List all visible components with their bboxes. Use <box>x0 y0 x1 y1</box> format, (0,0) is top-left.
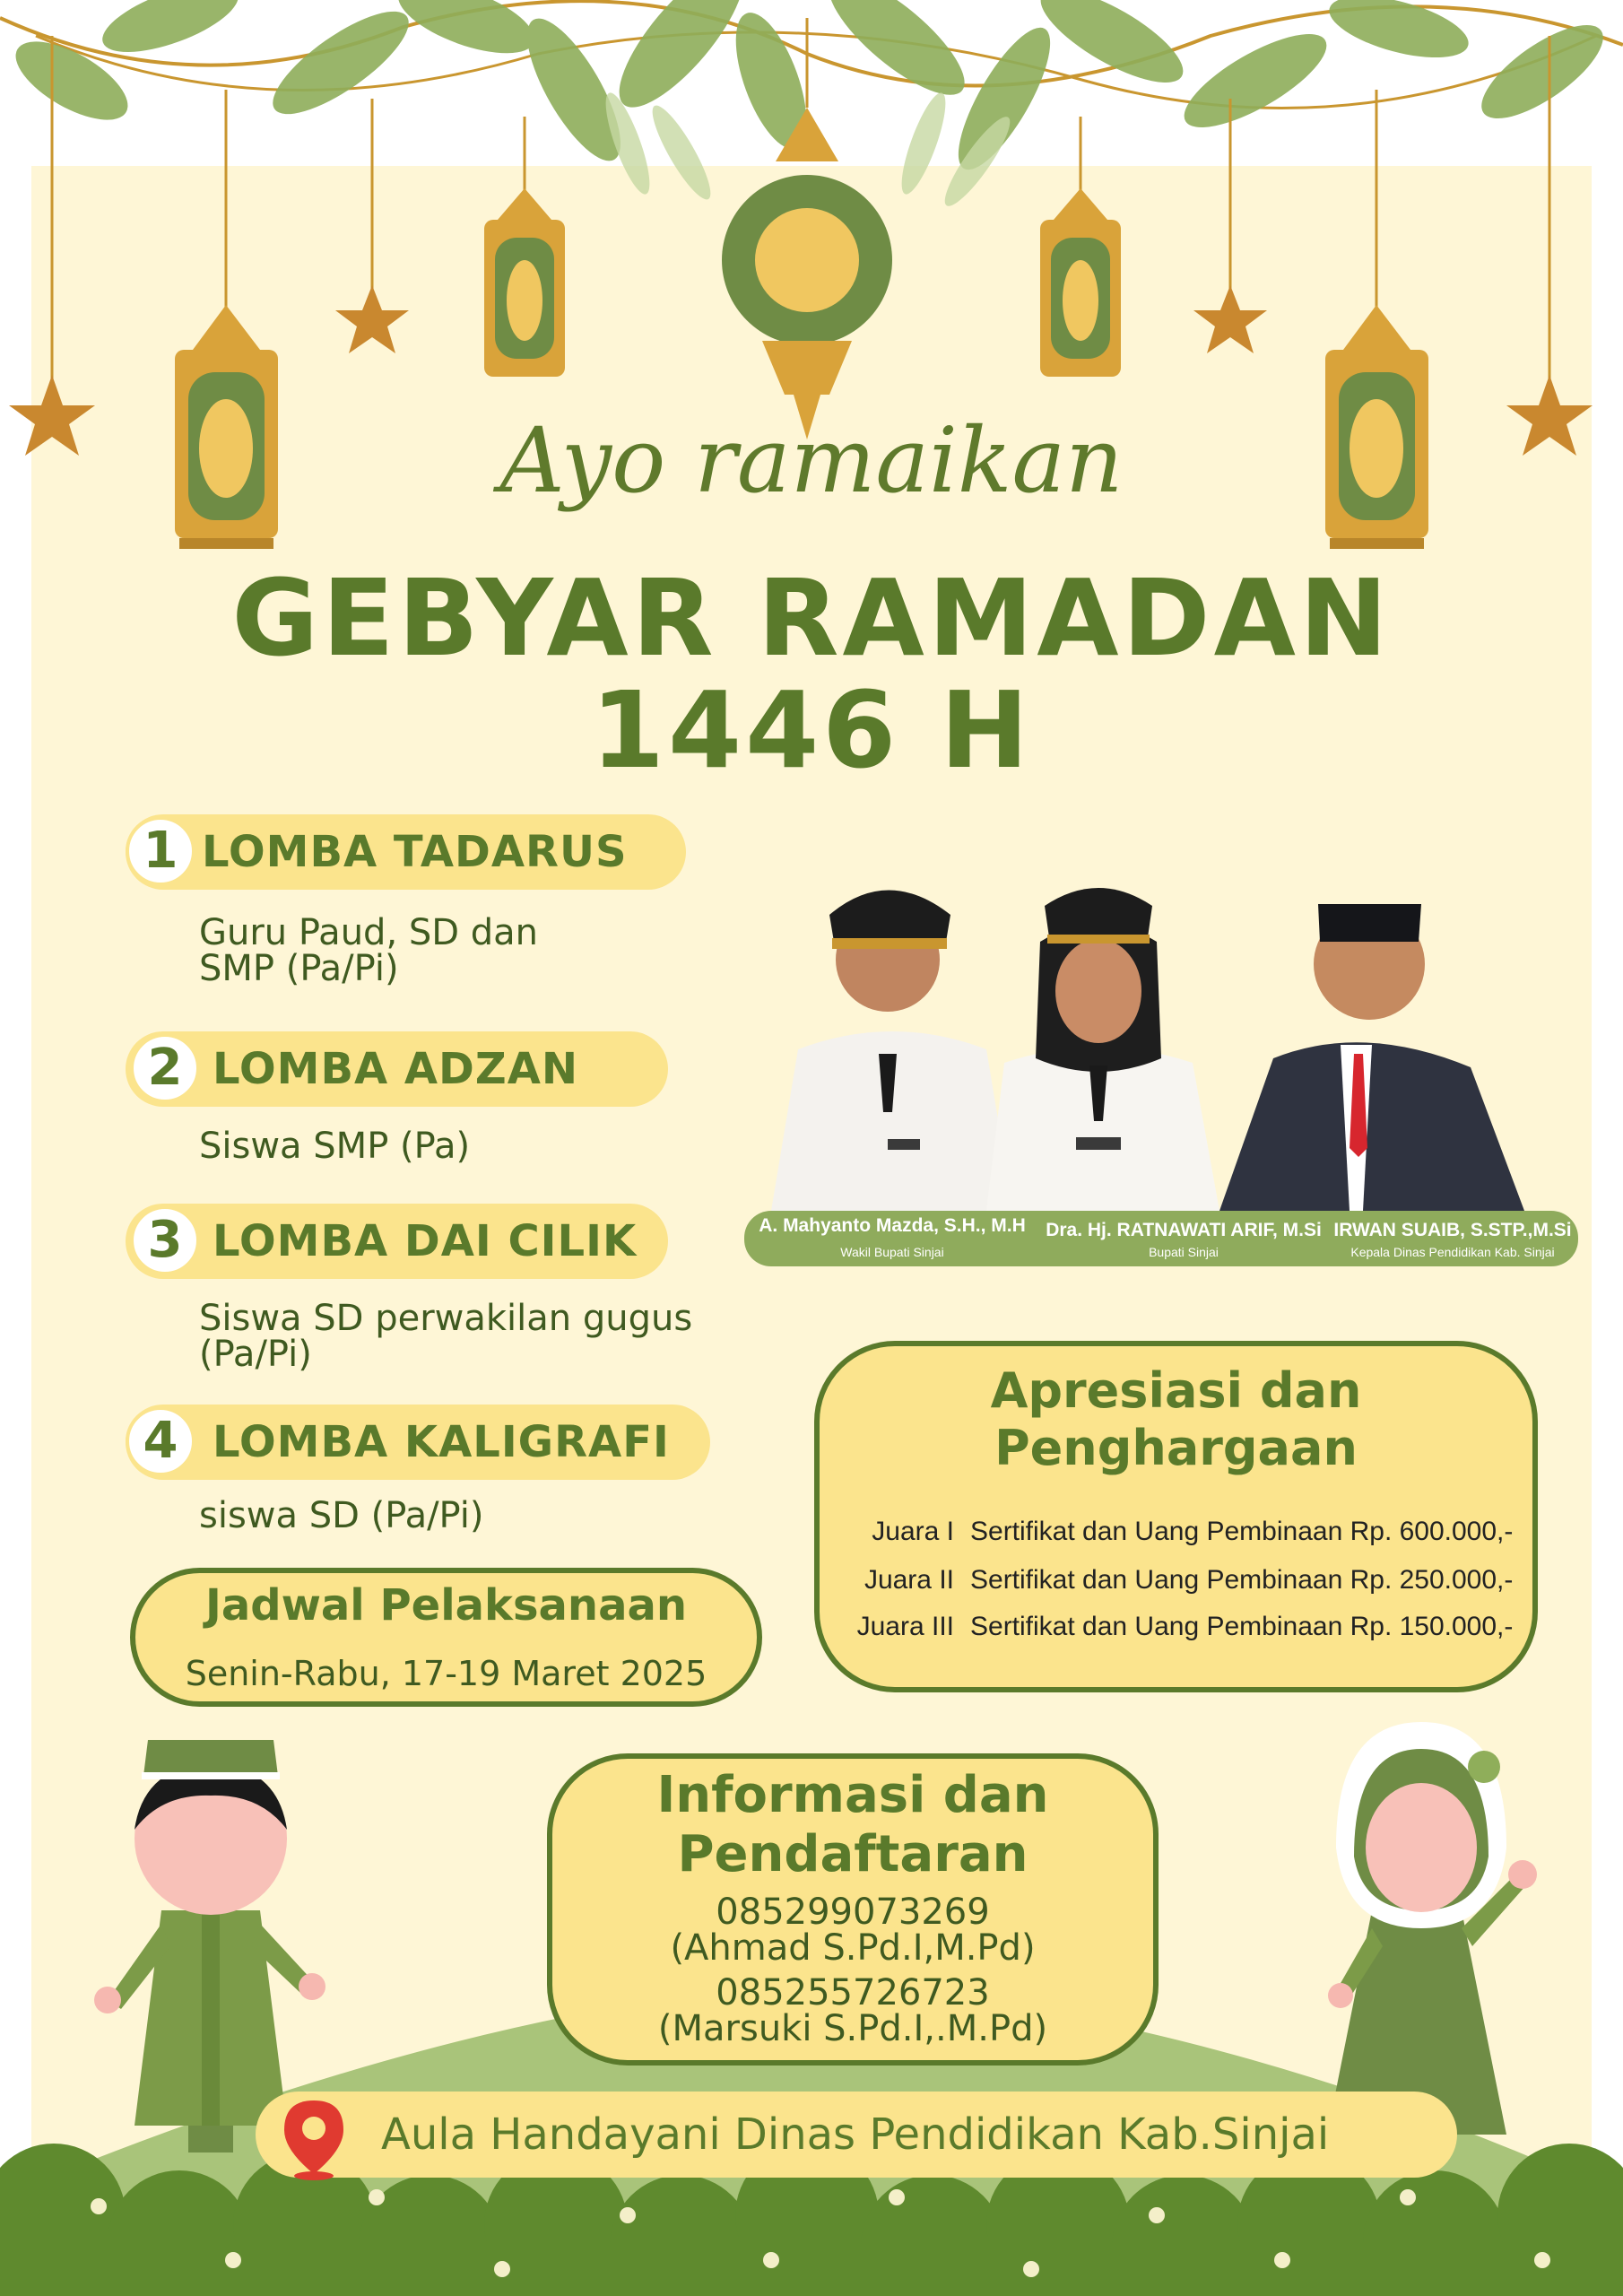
invite-script-text: Ayo ramaikan <box>499 408 1124 513</box>
awards-heading-line2: Penghargaan <box>994 1420 1358 1476</box>
competition-participants-1a: Guru Paud, SD dan <box>199 912 539 953</box>
competition-title-4: LOMBA KALIGRAFI <box>213 1417 670 1467</box>
award-prize-1: Sertifikat dan Uang Pembinaan Rp. 600.000,- <box>970 1517 1514 1546</box>
contact-phone-2: 085255726723 <box>716 1972 990 2013</box>
official-name-2: Dra. Hj. RATNAWATI ARIF, M.Si <box>1046 1220 1322 1240</box>
competition-number-4: 4 <box>126 1406 195 1476</box>
awards-box <box>814 1341 1538 1692</box>
official-role-3: Kepala Dinas Pendidikan Kab. Sinjai <box>1350 1245 1555 1259</box>
contact-name-2: (Marsuki S.Pd.I,.M.Pd) <box>657 2008 1048 2049</box>
competition-participants-2: Siswa SMP (Pa) <box>199 1126 471 1167</box>
event-title-line1: GEBYAR RAMADAN <box>231 556 1392 680</box>
contact-phone-1: 085299073269 <box>716 1892 990 1933</box>
competition-participants-3a: Siswa SD perwakilan gugus <box>199 1298 693 1339</box>
competition-title-1: LOMBA TADARUS <box>202 827 628 877</box>
official-role-1: Wakil Bupati Sinjai <box>840 1245 944 1259</box>
venue-bar <box>256 2092 1457 2178</box>
award-prize-2: Sertifikat dan Uang Pembinaan Rp. 250.000,- <box>970 1565 1514 1595</box>
registration-heading-line1: Informasi dan <box>656 1766 1049 1824</box>
competition-participants-1b: SMP (Pa/Pi) <box>199 948 399 989</box>
schedule-box <box>130 1568 762 1707</box>
award-prize-3: Sertifikat dan Uang Pembinaan Rp. 150.000,- <box>970 1612 1514 1641</box>
registration-box <box>547 1753 1159 2066</box>
award-rank-3: Juara III <box>856 1612 954 1641</box>
contact-name-1: (Ahmad S.Pd.I,M.Pd) <box>670 1927 1036 1969</box>
competition-participants-4: siswa SD (Pa/Pi) <box>199 1495 484 1536</box>
official-name-1: A. Mahyanto Mazda, S.H., M.H <box>759 1215 1026 1236</box>
venue-text: Aula Handayani Dinas Pendidikan Kab.Sinjai <box>381 2109 1330 2160</box>
officials-photo <box>744 852 1578 1211</box>
competition-number-3: 3 <box>130 1205 200 1275</box>
competition-number-1: 1 <box>126 816 195 886</box>
girl-character-illustration <box>1282 1713 1551 2144</box>
location-pin-icon <box>284 2100 343 2181</box>
schedule-dates: Senin-Rabu, 17-19 Maret 2025 <box>185 1654 707 1693</box>
official-name-3: IRWAN SUAIB, S.STP.,M.Si <box>1333 1220 1572 1240</box>
official-role-2: Bupati Sinjai <box>1149 1245 1219 1259</box>
competition-title-3: LOMBA DAI CILIK <box>213 1216 638 1266</box>
competition-title-2: LOMBA ADZAN <box>213 1044 579 1094</box>
event-title-line2: 1446 H <box>590 668 1033 792</box>
schedule-heading: Jadwal Pelaksanaan <box>204 1580 688 1631</box>
awards-heading-line1: Apresiasi dan <box>990 1362 1362 1419</box>
competition-number-2: 2 <box>130 1033 200 1103</box>
award-rank-2: Juara II <box>864 1565 954 1595</box>
officials-photo-group <box>744 852 1578 1265</box>
competition-participants-3b: (Pa/Pi) <box>199 1334 312 1375</box>
registration-heading-line2: Pendaftaran <box>677 1825 1028 1883</box>
award-rank-1: Juara I <box>872 1517 954 1546</box>
